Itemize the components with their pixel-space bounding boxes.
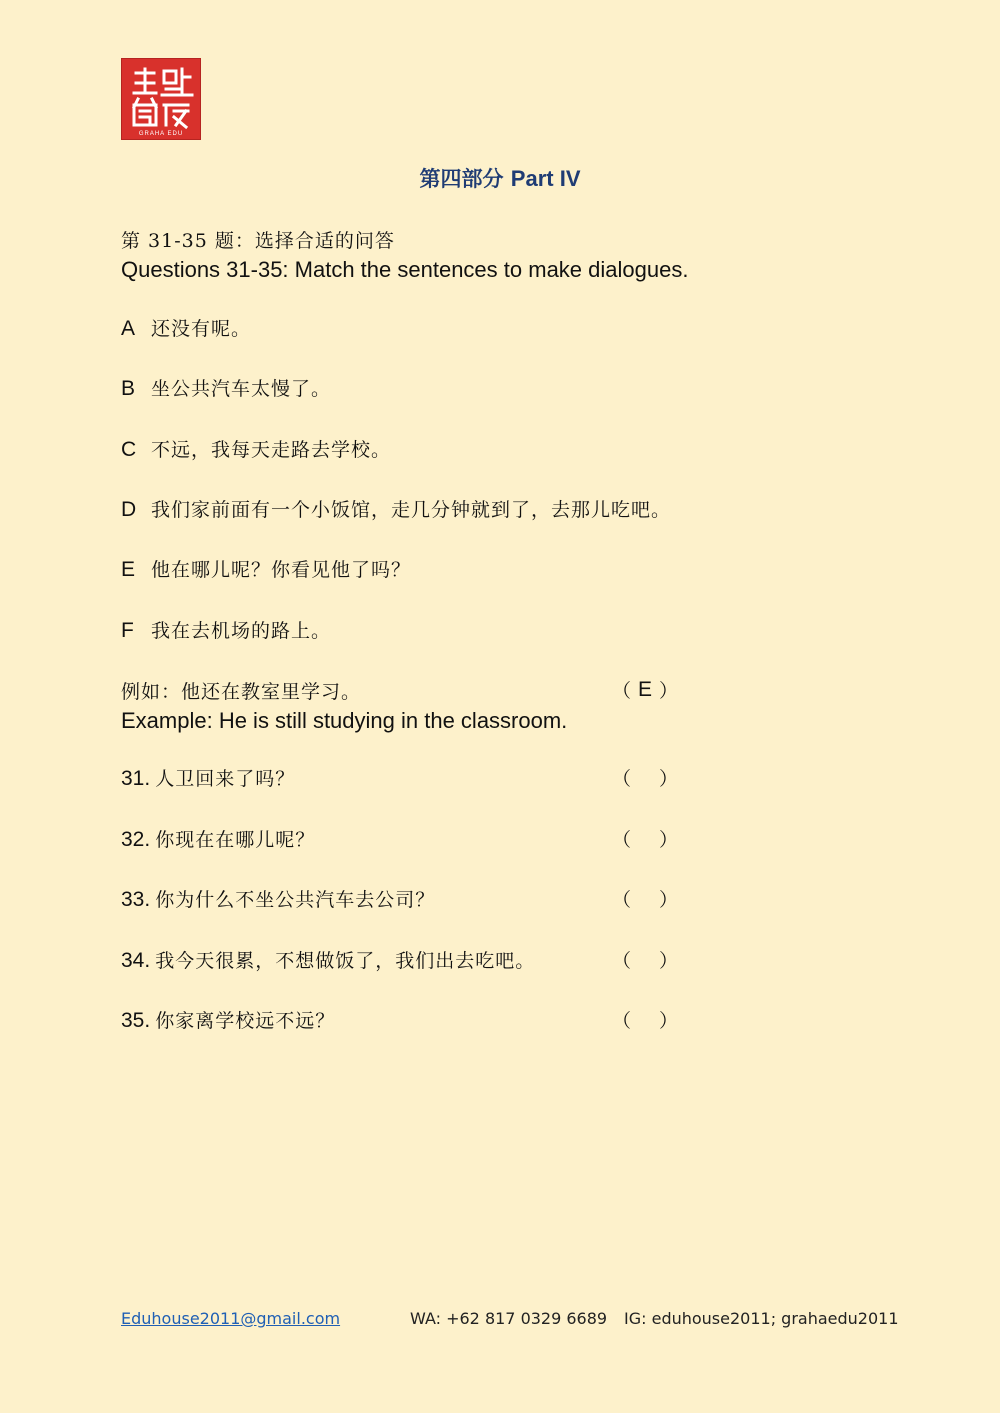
option-d [121,495,671,525]
instructions-en: Questions 31-35: Match the sentences to make dialogues. [121,257,689,282]
example-answer-box [612,676,678,703]
question-33 [121,885,435,912]
question-31 [121,764,295,791]
answer-box-32[interactable] [612,825,678,852]
question-32 [121,825,315,852]
paren-close: ） [658,950,678,972]
answer-box-33[interactable] [612,885,678,912]
answer-box-34[interactable] [612,946,678,973]
option-a [121,314,251,344]
paren-open: （ [612,950,632,972]
option-text: 不远，我每天走路去学校。 [151,439,392,461]
answer-box-35[interactable] [612,1006,678,1033]
option-letter: D [121,498,137,521]
logo-seal-mark [122,59,200,139]
footer-instagram: IG: eduhouse2011; grahaedu2011 [624,1309,899,1328]
question-34 [121,946,535,973]
question-text: 你现在在哪儿呢？ [155,829,316,851]
example-answer: E [637,677,652,701]
question-number: 35. [121,1009,151,1032]
option-letter: C [121,438,137,461]
answer-box-31[interactable] [612,764,678,791]
option-f [121,616,331,646]
question-text: 我今天很累，不想做饭了，我们出去吃吧。 [155,950,536,972]
paren-open: （ [612,680,632,702]
option-text: 我在去机场的路上。 [151,620,332,642]
paren-close: ） [658,1010,678,1032]
option-text: 他在哪儿呢？你看见他了吗？ [151,559,412,581]
paren-close: ） [658,680,678,702]
paren-open: （ [612,889,632,911]
paren-close: ） [658,768,678,790]
option-e [121,555,411,585]
email-link[interactable]: Eduhouse2011@gmail.com [121,1309,341,1328]
title-en: Part IV [510,166,581,191]
example-zh: 例如：他还在教室里学习。 [121,681,362,703]
option-letter: A [121,317,136,340]
paren-close: ） [658,889,678,911]
question-text: 人卫回来了吗？ [155,768,296,790]
option-letter: E [121,558,136,581]
question-text: 你家离学校远不远？ [155,1010,336,1032]
logo [121,58,201,140]
question-number: 32. [121,828,151,851]
paren-open: （ [612,1010,632,1032]
question-number: 31. [121,767,151,790]
paren-open: （ [612,768,632,790]
option-letter: F [121,619,134,642]
question-35 [121,1006,335,1033]
option-text: 我们家前面有一个小饭馆，走几分钟就到了，去那儿吃吧。 [151,499,672,521]
example-en: Example: He is still studying in the classroom. [121,708,568,733]
paren-close: ） [658,829,678,851]
footer-whatsapp: WA: +62 817 0329 6689 [410,1309,608,1328]
page-title [0,163,1000,193]
instructions-zh: 第 31-35 题：选择合适的问答 [121,230,395,252]
logo-text: GRAHA EDU [138,131,184,137]
question-number: 33. [121,888,151,911]
option-text: 还没有呢。 [151,318,252,340]
option-c [121,435,391,465]
title-zh: 第四部分 [419,166,504,191]
question-text: 你为什么不坐公共汽车去公司？ [155,889,436,911]
footer-email[interactable] [121,1309,340,1328]
paren-open: （ [612,829,632,851]
question-number: 34. [121,949,151,972]
option-b [121,374,331,404]
option-text: 坐公共汽车太慢了。 [151,378,332,400]
option-letter: B [121,377,136,400]
